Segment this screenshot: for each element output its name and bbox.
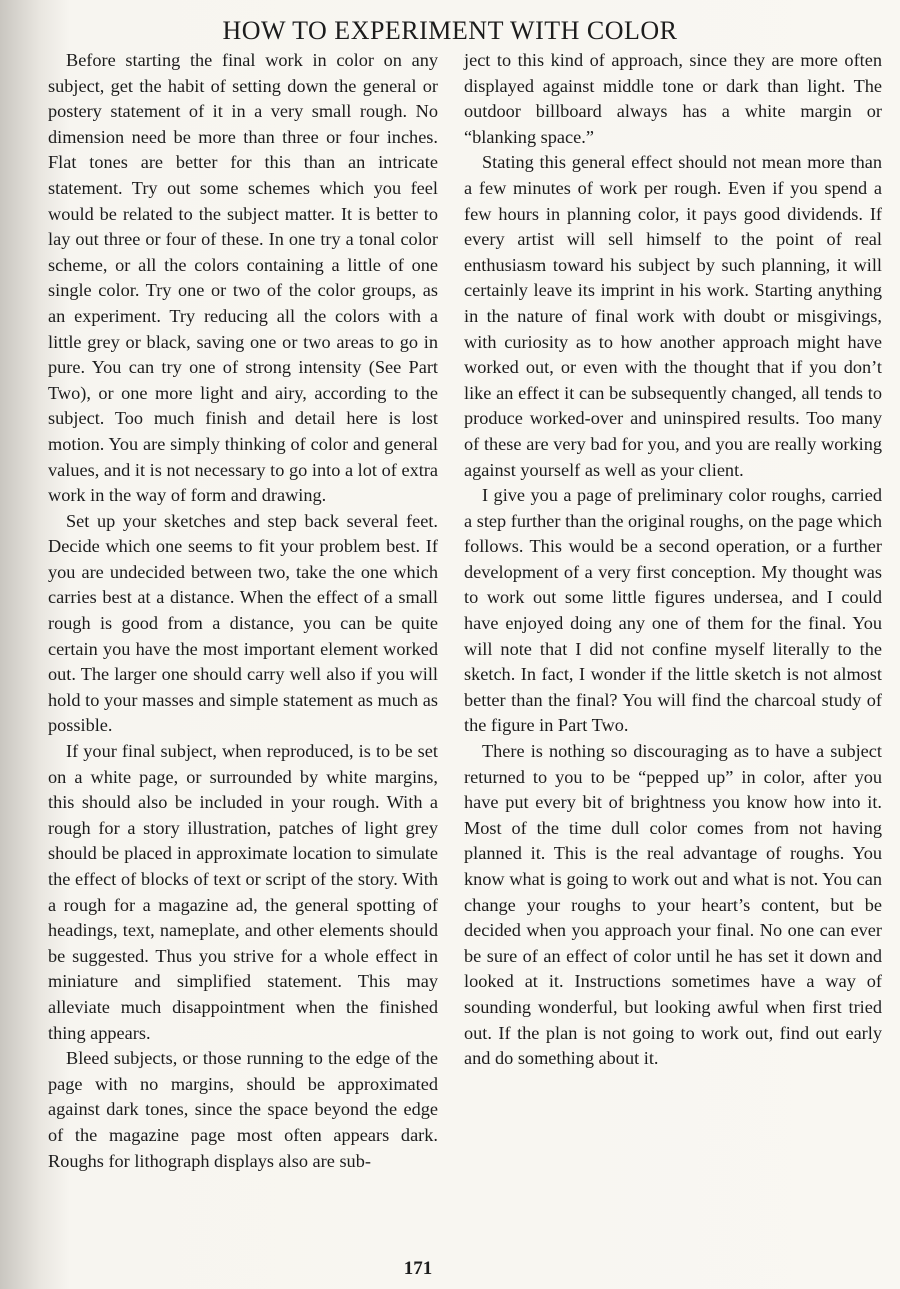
paragraph: If your final subject, when reproduced, is to be set on a white page, or surrounded by white margins, this should also be included in your rough. With a rough for a story illustration, patches of light grey should be placed in approximate location to simulate the effect of blocks of text or script of the story. With a rough for a magazine ad, the general spotting of headings, text, nameplate, and other elements should be suggested. Thus you strive for a whole effect in miniature and simplified statement. This may alleviate much disappointment when the finished thing appears. — [48, 741, 438, 1043]
paragraph: Before starting the final work in color on any subject, get the habit of setting down the general or postery statement of it in a very small rough. No dimension need be more than three or four inches. Flat tones are better for this than an intricate statement. Try out some schemes which you feel would be related to the subject matter. It is better to lay out three or four of these. In one try a tonal color scheme, or all the colors containing a little of one single color. Try one or two of the color groups, as an experiment. Try reducing all the colors with a little grey or black, saving one or two areas to go in pure. You can try one of strong intensity (See Part Two), or one more light and airy, according to the subject. Too much finish and detail here is lost motion. You are simply thinking of color and general values, and it is not necessary to go into a lot of extra work in the way of form and drawing. — [48, 50, 438, 506]
paragraph-continued: ject to this kind of approach, since they are more often displayed against middle tone or dark than light. The outdoor billboard always has a white margin or “blanking space.” — [464, 50, 882, 147]
right-column — [464, 48, 882, 1072]
paragraph: There is nothing so discouraging as to have a subject returned to you to be “pepped up” in color, after you have put every bit of brightness you know how into it. Most of the time dull color comes from not having planned it. This is the real advantage of roughs. You know what is going to work out and what is not. You can change your roughs to your heart’s content, but be decided when you approach your final. No one can ever be sure of an effect of color until he has set it down and looked at it. Instructions sometimes have a way of sounding wonderful, but looking awful when first tried out. If the plan is not going to work out, find out early and do something about it. — [464, 741, 882, 1069]
paragraph: Set up your sketches and step back several feet. Decide which one seems to fit your problem best. If you are undecided between two, take the one which carries best at a distance. When the effect of a small rough is good from a distance, you can be quite certain you have the most important element worked out. The larger one should carry well also if you will hold to your masses and simple statement as much as possible. — [48, 510, 438, 736]
paragraph: I give you a page of preliminary color roughs, carried a step further than the original roughs, on the page which follows. This would be a second operation, or a further development of a very first conception. My thought was to work out some little figures undersea, and I could have enjoyed doing any one of them for the final. You will note that I did not confine myself literally to the sketch. In fact, I wonder if the little sketch is not almost better than the final? You will find the charcoal study of the figure in Part Two. — [464, 485, 882, 736]
left-column — [48, 48, 438, 1174]
running-header: HOW TO EXPERIMENT WITH COLOR — [222, 16, 678, 45]
paragraph: Bleed subjects, or those running to the edge of the page with no margins, should be approximated against dark tones, since the space beyond the edge of the magazine page most often appears dark. Roughs for lithograph displays also are sub- — [48, 1048, 438, 1171]
page-number: 171 — [403, 1258, 433, 1279]
paragraph: Stating this general effect should not mean more than a few minutes of work per rough. Even if you spend a few hours in planning color, it pays good dividends. If every artist will sell himself to the point of real enthusiasm toward his subject by such planning, it will certainly leave its imprint in his work. Starting anything in the nature of final work with doubt or misgivings, with curiosity as to how another approach might have worked out, or even with the thought that if you don’t like an effect it can be subsequently changed, all tends to produce worked-over and uninspired results. Too many of these are very bad for you, and you are really working against yourself as well as your client. — [464, 152, 882, 480]
